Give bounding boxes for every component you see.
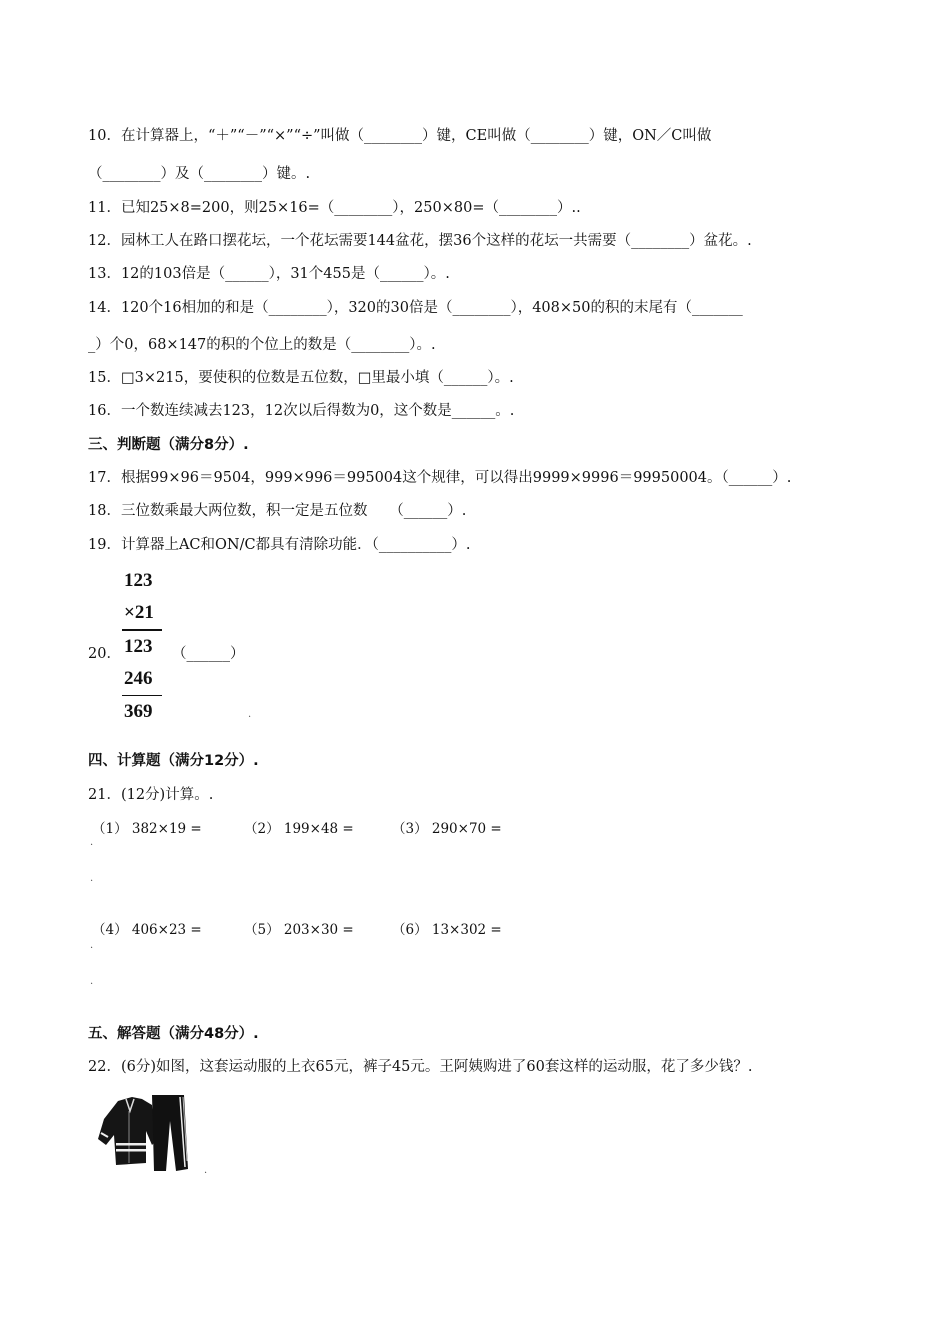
- calc-4: （4） 406×23 =: [92, 922, 202, 938]
- question-21: 21．(12分)计算。.: [88, 787, 214, 803]
- product: 369: [124, 701, 153, 722]
- question-22: 22．(6分)如图，这套运动服的上衣65元，裤子45元。王阿姨购进了60套这样的运动服，花了多少钱？.: [88, 1059, 753, 1075]
- calc-1: （1） 382×19 =: [92, 821, 202, 837]
- section-5-heading: 五、解答题（满分48分）.: [88, 1026, 259, 1042]
- tracksuit-image: [96, 1091, 206, 1175]
- question-19: 19．计算器上AC和ON/C都具有清除功能．（__________）.: [88, 537, 471, 553]
- mark-dot: ·: [90, 943, 94, 954]
- question-11: 11．已知25×8=200，则25×16=（________），250×80=（________）..: [88, 200, 581, 216]
- mark-dot: ·: [90, 840, 94, 851]
- question-14-line-2: _）个0，68×147的积的个位上的数是（________）。.: [88, 337, 436, 353]
- calc-2: （2） 199×48 =: [244, 821, 354, 837]
- question-18: 18．三位数乘最大两位数，积一定是五位数 （______）.: [88, 503, 467, 519]
- question-12: 12．园林工人在路口摆花坛，一个花坛需要144盆花，摆36个这样的花坛一共需要（________）盆花。.: [88, 233, 752, 249]
- partial-product-1: 123: [124, 635, 153, 657]
- mark-dot: .: [248, 709, 252, 720]
- mark-dot: .: [90, 873, 94, 884]
- calc-5: （5） 203×30 =: [244, 922, 354, 938]
- question-15: 15．□3×215，要使积的位数是五位数，□里最小填（______）。.: [88, 370, 514, 386]
- multiplier: ×21: [124, 602, 154, 623]
- mark-dot: ·: [204, 1168, 208, 1179]
- mark-dot: .: [90, 976, 94, 987]
- question-20-number: 20．: [88, 646, 121, 662]
- section-4-heading: 四、计算题（满分12分）.: [88, 753, 259, 769]
- section-3-heading: 三、判断题（满分8分）.: [88, 437, 249, 453]
- question-20-answer-blank: （______）: [172, 646, 245, 662]
- question-14-line-1: 14．120个16相加的和是（________），320的30倍是（________），408×50的积的末尾有（_______: [88, 300, 743, 316]
- question-13: 13．12的103倍是（______），31个455是（______）。.: [88, 266, 450, 282]
- partial-product-2: 246: [124, 667, 153, 689]
- calc-3: （3） 290×70 =: [392, 821, 502, 837]
- question-10-line-2: （________）及（________）键。.: [88, 166, 311, 182]
- question-10-line-1: 10．在计算器上，“＋”“－”“×”“÷”叫做（________）键，CE叫做（________）键，ON／C叫做: [88, 128, 712, 144]
- multiplicand: 123: [124, 570, 153, 591]
- question-16: 16．一个数连续减去123，12次以后得数为0，这个数是______。.: [88, 403, 515, 419]
- vertical-multiplication: [122, 565, 164, 728]
- calc-6: （6） 13×302 =: [392, 922, 502, 938]
- question-17: 17．根据99×96＝9504，999×996＝995004这个规律，可以得出9999×9996＝99950004。（______）.: [88, 470, 792, 486]
